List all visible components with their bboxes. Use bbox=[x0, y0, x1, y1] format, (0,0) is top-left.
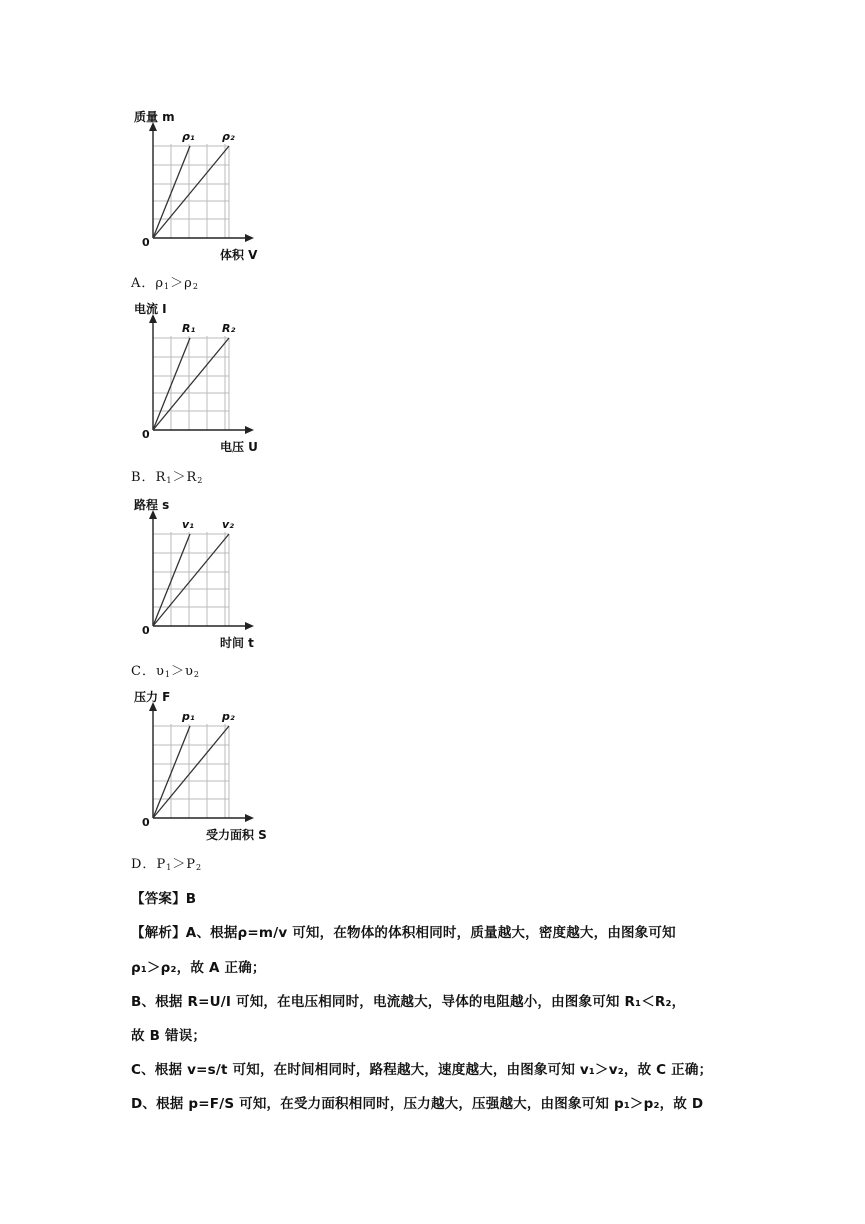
origin-label: 0 bbox=[142, 428, 150, 441]
y-axis-label: 电流 I bbox=[134, 302, 167, 316]
line-label-2: p₂ bbox=[222, 710, 235, 723]
line-label-2: v₂ bbox=[222, 518, 234, 531]
graph-distance-time bbox=[130, 496, 290, 656]
graph-axes-grid bbox=[130, 496, 290, 656]
x-axis-label: 受力面积 S bbox=[206, 828, 267, 842]
line-label-1: v₁ bbox=[182, 518, 194, 531]
analysis-line-6: D、根据 p=F/S 可知，在受力面积相同时，压力越大，压强越大，由图象可知 p₁＞p₂，故 D bbox=[131, 1096, 704, 1112]
y-axis-label: 压力 F bbox=[134, 690, 171, 704]
line-label-1: p₁ bbox=[182, 710, 195, 723]
option-a: A．$\rho_1>\rho_2$ bbox=[131, 276, 199, 291]
analysis-line-2: ρ₁＞ρ₂，故 A 正确； bbox=[131, 960, 266, 976]
origin-label: 0 bbox=[142, 816, 150, 829]
answer-line: 【答案】B bbox=[131, 891, 197, 907]
graph-pressure-area bbox=[130, 688, 290, 848]
analysis-line-5: C、根据 v=s/t 可知，在时间相同时，路程越大，速度越大，由图象可知 v₁＞v₂，故 C 正确； bbox=[131, 1062, 713, 1078]
option-b: B．$R_1>R_2$ bbox=[131, 470, 204, 485]
analysis-line-4: 故 B 错误； bbox=[131, 1028, 207, 1044]
line-label-1: ρ₁ bbox=[182, 130, 195, 143]
y-axis-label: 路程 s bbox=[134, 498, 170, 512]
x-axis-label: 电压 U bbox=[220, 440, 258, 454]
origin-label: 0 bbox=[142, 236, 150, 249]
graph-current-voltage bbox=[130, 300, 290, 460]
y-axis-label: 质量 m bbox=[134, 110, 175, 124]
option-c: C．$\upsilon_1>\upsilon_2$ bbox=[131, 664, 200, 679]
option-d: D．$P_1>P_2$ bbox=[131, 857, 203, 872]
origin-label: 0 bbox=[142, 624, 150, 637]
graph-axes-grid bbox=[130, 688, 290, 848]
x-axis-label: 时间 t bbox=[220, 636, 254, 650]
graph-axes-grid bbox=[130, 300, 290, 460]
x-axis-label: 体积 V bbox=[220, 248, 258, 262]
analysis-line-3: B、根据 R=U/I 可知，在电压相同时，电流越大，导体的电阻越小，由图象可知 R₁＜R₂， bbox=[131, 994, 686, 1010]
line-label-1: R₁ bbox=[182, 322, 196, 335]
graph-mass-volume bbox=[130, 108, 290, 268]
graph-axes-grid bbox=[130, 108, 290, 268]
analysis-line-1: 【解析】A、根据ρ=m/v 可知，在物体的体积相同时，质量越大，密度越大，由图象可知 bbox=[131, 925, 676, 941]
line-label-2: ρ₂ bbox=[222, 130, 235, 143]
line-label-2: R₂ bbox=[222, 322, 236, 335]
